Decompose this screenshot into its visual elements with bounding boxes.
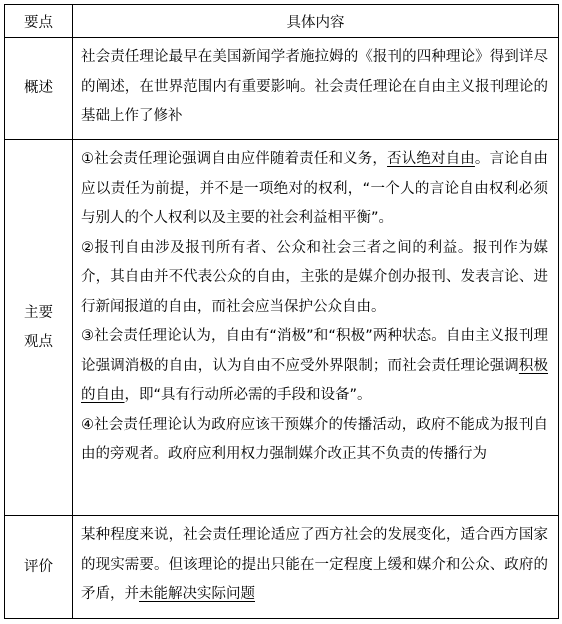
evaluation-text-main: 某种程度来说，社会责任理论适应了西方社会的发展变化，适合西方国家的现实需要。但该理论的提出只能在一定程度上缓和媒介和公众、政府的矛盾，并 bbox=[81, 527, 548, 602]
point-1-text-cont: 。言论自由应以责任为前提，并不是一项绝对的权利，“一个人的言论自由权利必须与别人的个人权利以及主要的社会利益相平衡”。 bbox=[81, 151, 549, 226]
main-points-content bbox=[73, 140, 559, 516]
evaluation-content bbox=[73, 516, 559, 619]
overview-content bbox=[73, 38, 559, 140]
point-1-text: ①社会责任理论强调自由应伴随着责任和义务， bbox=[81, 151, 388, 167]
main-points-label bbox=[5, 140, 73, 516]
evaluation-label: 评价 bbox=[5, 516, 73, 619]
evaluation-underlined: 未能解决实际问题 bbox=[139, 586, 255, 602]
point-3-underlined: 积极的自由 bbox=[81, 357, 549, 403]
theory-table bbox=[4, 4, 559, 619]
point-4: ④社会责任理论认为政府应该干预媒介的传播活动，政府不能成为报刊自由的旁观者。政府应利用权力强制媒介改正其不负责的传播行为 bbox=[81, 416, 548, 462]
table-header-row bbox=[5, 5, 559, 38]
header-content: 具体内容 bbox=[73, 5, 559, 38]
point-3 bbox=[81, 322, 548, 411]
table-row-evaluation bbox=[5, 516, 559, 619]
point-1 bbox=[81, 145, 548, 234]
evaluation-text bbox=[81, 521, 548, 610]
header-key-point: 要点 bbox=[5, 5, 73, 38]
point-3-text-cont: ，即“具有行动所必需的手段和设备”。 bbox=[124, 387, 372, 403]
overview-text: 社会责任理论最早在美国新闻学者施拉姆的《报刊的四种理论》得到详尽的阐述，在世界范围内有重要影响。社会责任理论在自由主义报刊理论的基础上作了修补 bbox=[81, 49, 548, 124]
table-row-main-points bbox=[5, 140, 559, 516]
point-3-text: ③社会责任理论认为，自由有“消极”和“积极”两种状态。自由主义报刊理论强调消极的自由，认为自由不应受外界限制；而社会责任理论强调 bbox=[81, 328, 548, 374]
overview-label: 概述 bbox=[5, 38, 73, 140]
main-points-label-line1: 主要 bbox=[24, 304, 53, 321]
table-row-overview bbox=[5, 38, 559, 140]
point-2: ②报刊自由涉及报刊所有者、公众和社会三者之间的利益。报刊作为媒介，其自由并不代表公众的自由，主张的是媒介创办报刊、发表言论、进行新闻报道的自由，而社会应当保护公众自由。 bbox=[81, 239, 548, 315]
main-points-label-line2: 观点 bbox=[24, 333, 53, 350]
point-1-underlined: 否认绝对自由 bbox=[387, 151, 475, 167]
